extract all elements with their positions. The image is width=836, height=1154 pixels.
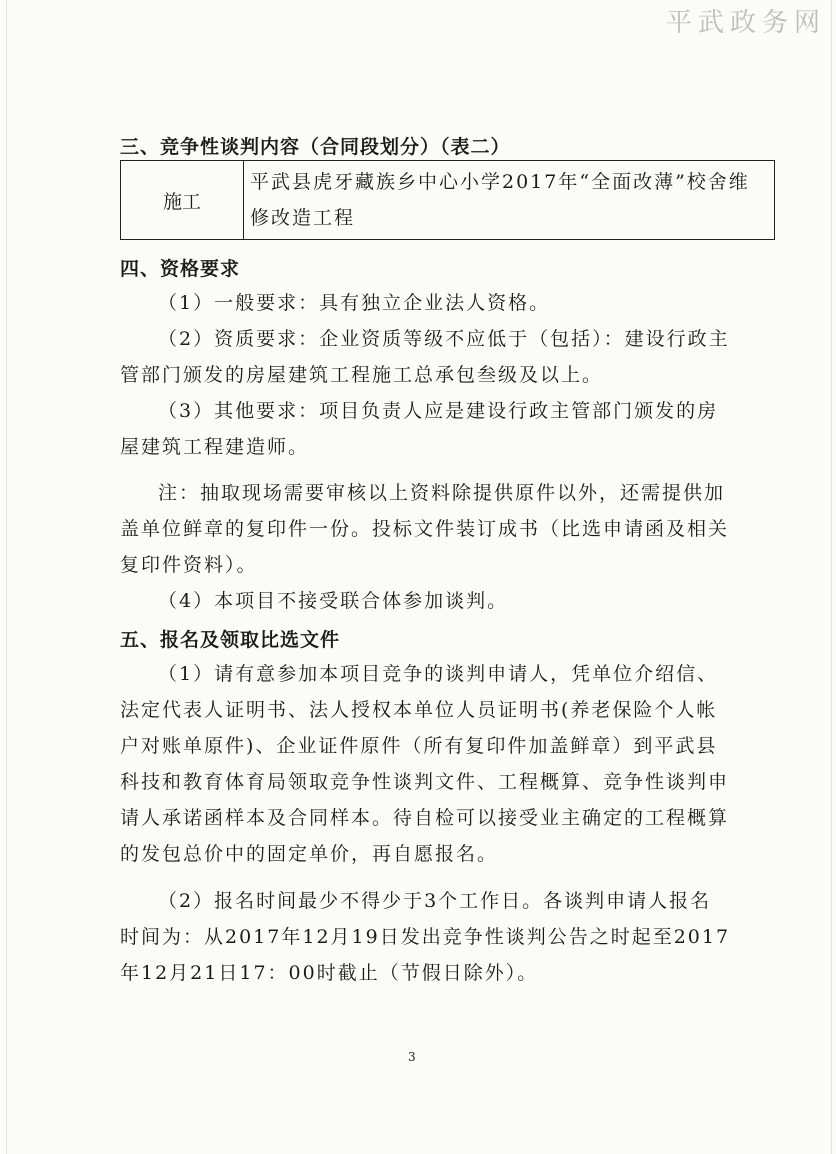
section-3-title: 三、竞争性谈判内容（合同段划分）（表二） [120,136,511,158]
section-4-title: 四、资格要求 [120,258,241,280]
watermark: 平武政务网 [665,8,826,38]
table-cell-type: 施工 [121,161,244,240]
scan-edge-left [6,0,7,1154]
requirement-note: 注：抽取现场需要审核以上资料除提供原件以外，还需提供加盖单位鲜章的复印件一份。投标文件装订成书（比选申请函及相关复印件资料）。 [120,482,730,576]
registration-paragraph-1: （1）请有意参加本项目竞争的谈判申请人，凭单位介绍信、法定代表人证明书、法人授权本单位人员证明书(养老保险个人帐户对账单原件)、企业证件原件（所有复印件加盖鲜章）到平武县科技和教育体育局领取竞争性谈判文件、工程概算、竞争性谈判申请人承诺函样本及合同样本。待自检可以接受业主确定的工程概算的发包总价中的固定单价，再自愿报名。 [120,663,730,865]
scan-edge-right [831,0,832,1154]
requirement-other: （3）其他要求：项目负责人应是建设行政主管部门颁发的房屋建筑工程建造师。 [120,400,719,458]
table-cell-project: 平武县虎牙藏族乡中心小学2017年“全面改薄”校舍维修改造工程 [244,161,775,240]
requirement-consortium: （4）本项目不接受联合体参加谈判。 [158,590,509,612]
requirement-general: （1）一般要求：具有独立企业法人资格。 [158,292,551,314]
table-row [121,161,775,240]
page-number: 3 [408,1050,416,1064]
section-5-title: 五、报名及领取比选文件 [120,629,341,651]
registration-paragraph-2: （2）报名时间最少不得少于3个工作日。各谈判申请人报名时间为：从2017年12月19日发出竞争性谈判公告之时起至2017年12月21日17：00时截止（节假日除外）。 [120,890,731,984]
requirement-qualification: （2）资质要求：企业资质等级不应低于（包括）：建设行政主管部门颁发的房屋建筑工程施工总承包叁级及以上。 [120,328,730,386]
contract-table [120,160,775,240]
